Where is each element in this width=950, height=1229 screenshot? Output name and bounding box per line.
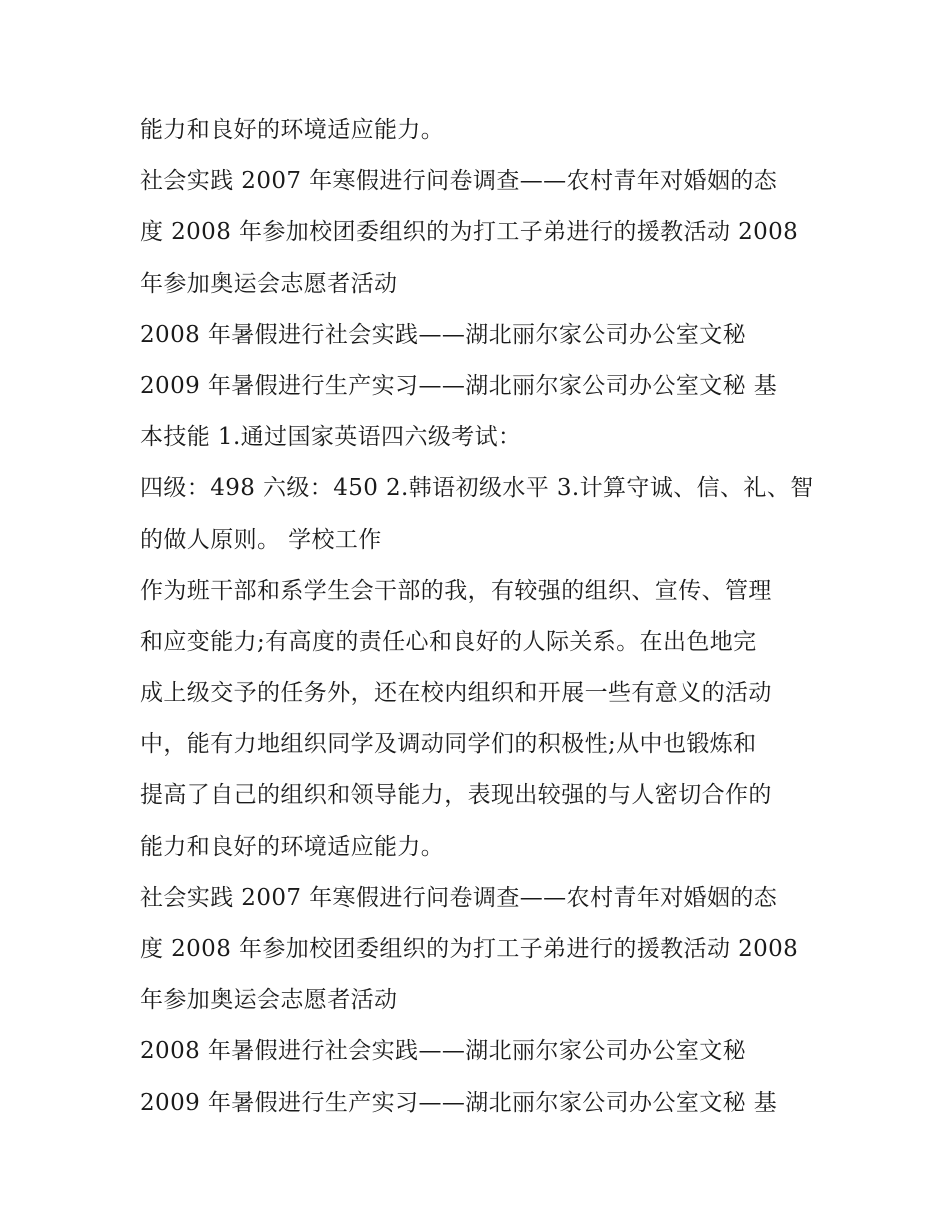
- text-line: 四级：498 六级：450 2.韩语初级水平 3.计算守诚、信、礼、智: [140, 475, 814, 502]
- text-line: 本技能 1.通过国家英语四六级考试：: [140, 424, 522, 451]
- text-line: 度 2008 年参加校团委组织的为打工子弟进行的援教活动 2008: [140, 936, 799, 962]
- text-line: 能力和良好的环境适应能力。: [140, 833, 445, 860]
- text-line: 社会实践 2007 年寒假进行问卷调查——农村青年对婚姻的态: [140, 884, 778, 911]
- text-line: 中，能有力地组织同学及调动同学们的积极性;从中也锻炼和: [140, 731, 757, 758]
- body-text: [140, 105, 820, 1129]
- text-line: 2008 年暑假进行社会实践——湖北丽尔家公司办公室文秘: [140, 1038, 747, 1065]
- text-line: 度 2008 年参加校团委组织的为打工子弟进行的援教活动 2008: [140, 219, 799, 246]
- text-line: 能力和良好的环境适应能力。: [140, 117, 445, 143]
- text-line: 社会实践 2007 年寒假进行问卷调查——农村青年对婚姻的态: [140, 168, 778, 195]
- text-line: 年参加奥运会志愿者活动: [140, 987, 398, 1014]
- text-line: 的做人原则。 学校工作: [140, 526, 382, 553]
- text-line: 提高了自己的组织和领导能力，表现出较强的与人密切合作的: [140, 782, 772, 809]
- text-line: 成上级交予的任务外，还在校内组织和开展一些有意义的活动: [140, 680, 772, 707]
- text-line: 2009 年暑假进行生产实习——湖北丽尔家公司办公室文秘 基: [140, 372, 778, 399]
- text-line: 2008 年暑假进行社会实践——湖北丽尔家公司办公室文秘: [140, 321, 747, 348]
- text-line: 年参加奥运会志愿者活动: [140, 270, 398, 297]
- text-line: 2009 年暑假进行生产实习——湖北丽尔家公司办公室文秘 基: [140, 1089, 778, 1116]
- text-line: 作为班干部和系学生会干部的我，有较强的组织、宣传、管理: [140, 577, 772, 604]
- text-line: 和应变能力;有高度的责任心和良好的人际关系。在出色地完: [140, 628, 757, 655]
